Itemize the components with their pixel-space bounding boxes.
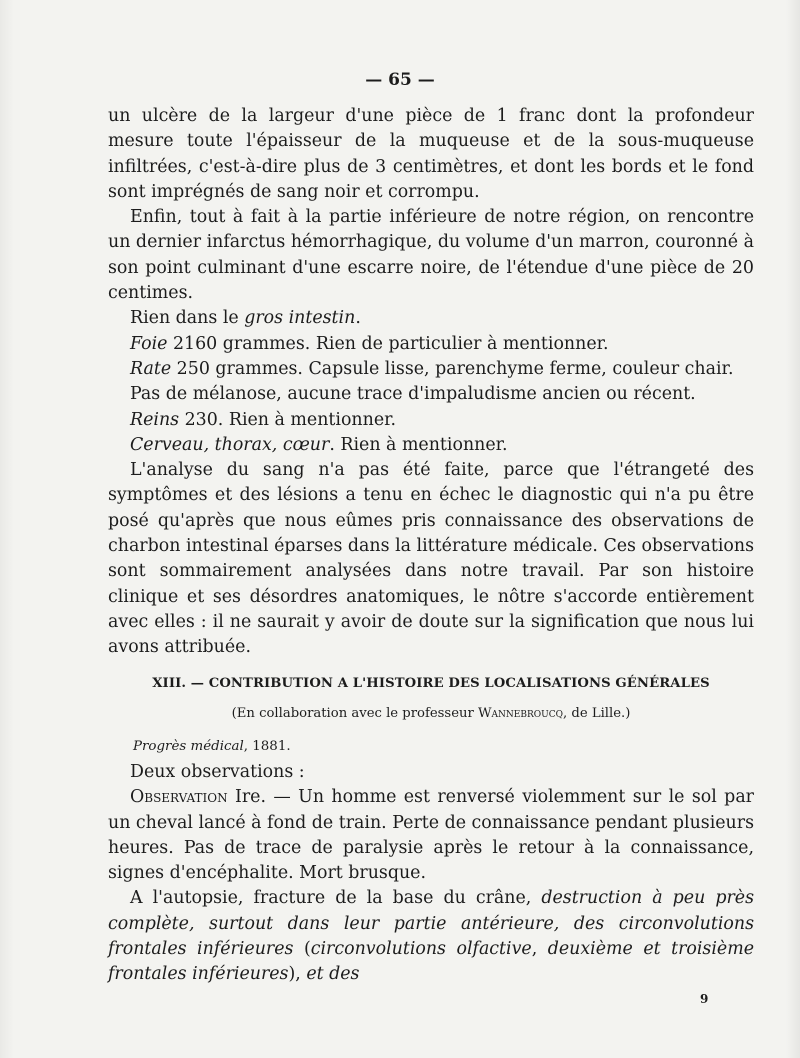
journal-year: , 1881. <box>243 739 291 754</box>
organ-rate: Rate <box>130 358 172 379</box>
collab-suffix: , de Lille.) <box>563 706 631 721</box>
observations-section <box>108 760 754 988</box>
organ-gros-intestin: gros intestin <box>244 308 356 329</box>
autopsy-italic-1: destruction à peu près complète, surtout dans leur partie antérieure, des circonvolutions frontales inférieures <box>108 888 754 960</box>
paragraph-ulcer: un ulcère de la largeur d'une pièce de 1 franc dont la profondeur mesure toute l'épaisseur de la muqueuse et de la sous-muqueuse infiltrées, c'est-à-dire plus de 3 centimètres, et dont les bords et le fond sont imprégnés de sang noir et corrompu. <box>108 106 754 202</box>
line-cerveau <box>130 433 754 458</box>
section-title: XIII. — CONTRIBUTION A L'HISTOIRE DES LOCALISATIONS GÉNÉRALES <box>152 676 710 691</box>
signature-mark: 9 <box>700 992 709 1006</box>
line-reins <box>130 408 754 433</box>
text-tail: . <box>355 308 361 329</box>
observation-1 <box>108 785 754 886</box>
autopsy-section <box>108 104 754 661</box>
observation-number: Ire <box>235 787 261 808</box>
autopsy-italic-2: circonvolutions olfactive <box>310 939 532 960</box>
paren-open: ( <box>293 939 311 960</box>
text-foie: 2160 grammes. Rien de particulier à mentionner. <box>167 333 609 354</box>
collab-name: Wannebroucq <box>478 706 563 721</box>
text-lead: Rien dans le <box>130 308 245 329</box>
paragraph-infarctus: Enfin, tout à fait à la partie inférieure de notre région, on rencontre un dernier infarctus hémorrhagique, du volume d'un marron, couronné à son point culminant d'une escarre noire, de l'étendue d'une pièce de 20 centimes. <box>108 207 754 304</box>
collaboration-note <box>108 706 754 721</box>
line-rate <box>130 357 754 382</box>
organs-cerveau-thorax-coeur: Cerveau, thorax, cœur <box>130 434 330 455</box>
autopsy-italic-4: et des <box>306 964 360 985</box>
text-rate: 250 grammes. Capsule lisse, parenchyme ferme, couleur chair. <box>171 358 734 379</box>
text-reins: 230. Rien à mentionner. <box>179 409 397 430</box>
text-cerveau: . Rien à mentionner. <box>329 434 508 455</box>
line-foie <box>130 332 754 357</box>
observations-intro: Deux observations : <box>130 762 305 782</box>
autopsy-paragraph <box>108 886 754 987</box>
line-gros-intestin <box>130 306 754 331</box>
publication-reference <box>133 739 291 754</box>
observation-text: . — Un homme est renversé violemment sur le sol par un cheval lancé à fond de train. Perte de connaissance pendant plusieurs heures. Pas de trace de paralysie après le retour à la connaissance, signes d'encéphalite. Mort brusque. <box>108 787 754 884</box>
observation-label: Observation <box>130 787 228 808</box>
collab-prefix: (En collaboration avec le professeur <box>231 706 478 721</box>
autopsy-italic-3: deuxième et troisième frontales inférieures <box>108 939 754 985</box>
autopsy-lead: A l'autopsie, fracture de la base du crâne, <box>130 888 542 909</box>
journal-name: Progrès médical <box>133 739 244 754</box>
paren-close: ), <box>288 964 307 985</box>
page-number: — 65 — <box>365 70 435 90</box>
comma: , <box>531 939 548 960</box>
organ-foie: Foie <box>130 333 168 354</box>
paragraph-analysis: L'analyse du sang n'a pas été faite, parce que l'étrangeté des symptômes et des lésions a tenu en échec le diagnostic qui n'a pu être posé qu'après que nous eûmes pris connaissance des observations de charbon intestinal éparses dans la littérature médicale. Ces observations sont sommairement analysées dans notre travail. Par son histoire clinique et ses désordres anatomiques, le nôtre s'accorde entièrement avec elles : il ne saurait y avoir de doute sur la signification que nous lui avons attribuée. <box>108 460 754 658</box>
organ-reins: Reins <box>130 409 180 430</box>
line-melanose: Pas de mélanose, aucune trace d'impaludisme ancien ou récent. <box>130 384 696 405</box>
